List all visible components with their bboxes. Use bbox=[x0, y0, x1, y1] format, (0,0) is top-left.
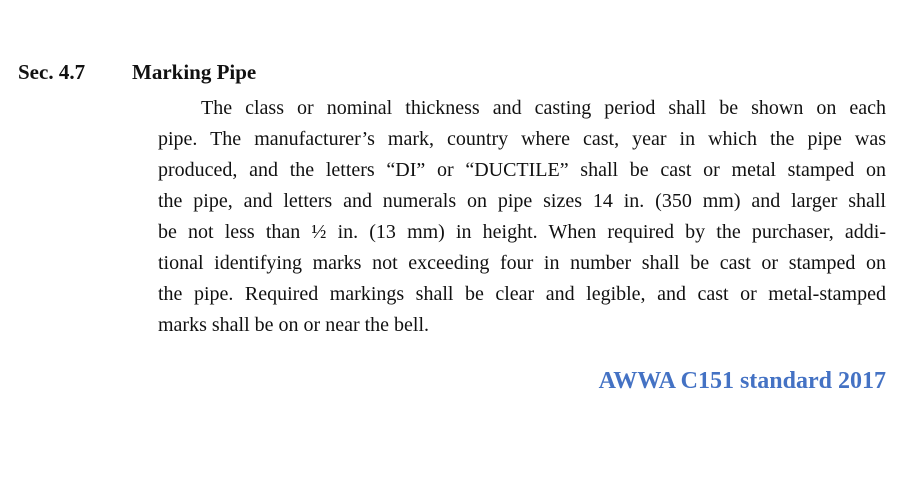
body-line: produced, and the letters “DI” or “DUCTILE” shall be cast or metal stamped on bbox=[158, 159, 886, 181]
section-body bbox=[158, 93, 886, 341]
body-line: pipe. The manufacturer’s mark, country where cast, year in which the pipe was bbox=[158, 128, 886, 150]
section-title: Marking Pipe bbox=[132, 60, 257, 84]
body-line: marks shall be on or near the bell. bbox=[158, 314, 430, 336]
body-line: tional identifying marks not exceeding four in number shall be cast or stamped on bbox=[158, 252, 886, 274]
section-number: Sec. 4.7 bbox=[18, 60, 86, 84]
body-line: the pipe. Required markings shall be clear and legible, and cast or metal-stamped bbox=[158, 283, 886, 305]
body-line: The class or nominal thickness and casting period shall be shown on each bbox=[201, 97, 886, 119]
body-line: the pipe, and letters and numerals on pipe sizes 14 in. (350 mm) and larger shall bbox=[158, 190, 886, 212]
body-line: be not less than ½ in. (13 mm) in height. When required by the purchaser, addi- bbox=[158, 221, 886, 243]
source-note: AWWA C151 standard 2017 bbox=[598, 368, 886, 394]
